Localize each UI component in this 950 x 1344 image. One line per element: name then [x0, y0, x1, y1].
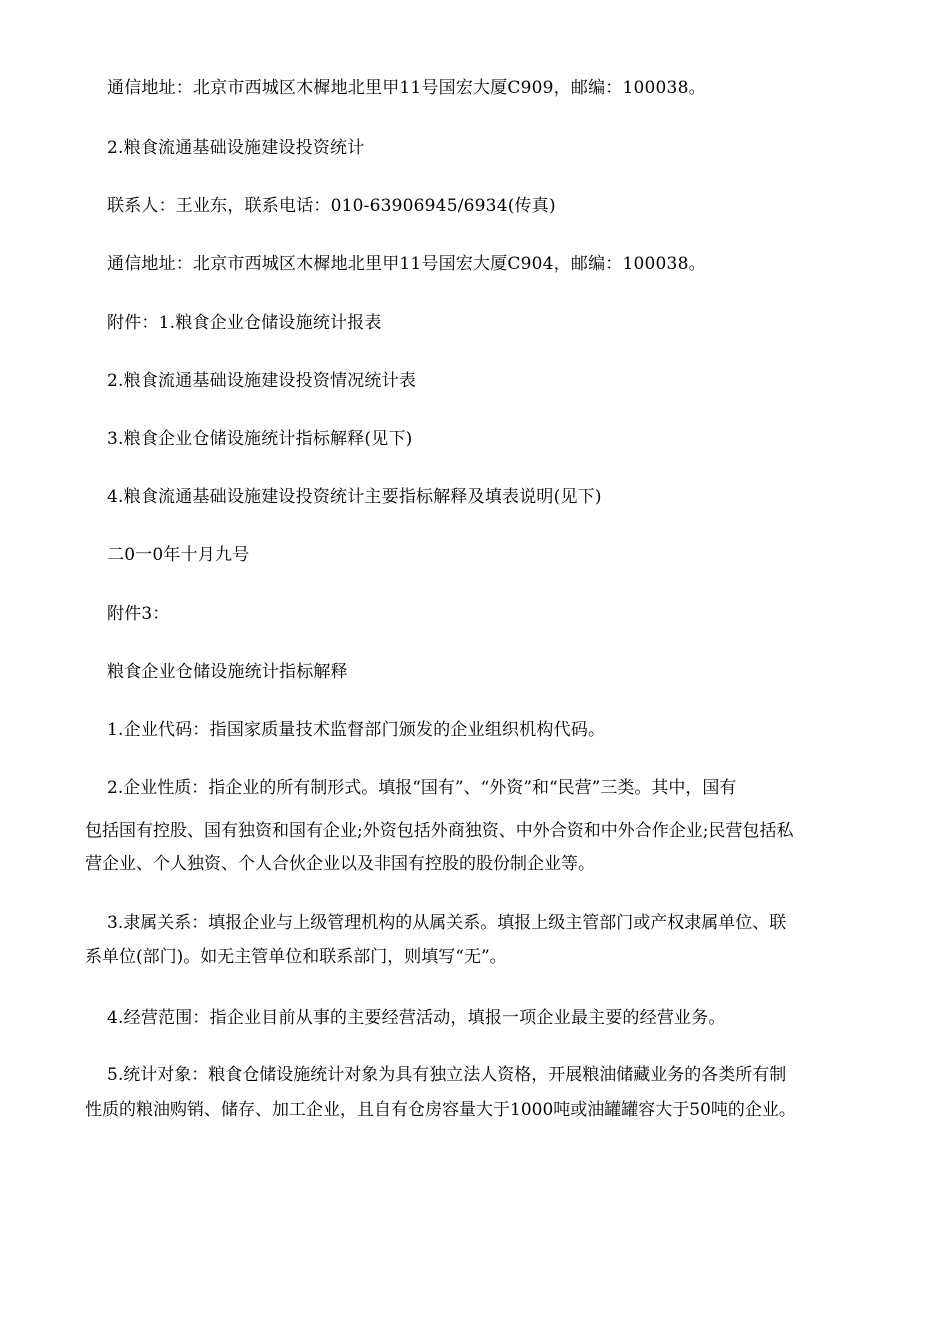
attachment-1: 附件：1.粮食企业仓储设施统计报表 — [107, 313, 382, 333]
mailing-address-2: 通信地址：北京市西城区木樨地北里甲11号国宏大厦C904，邮编：100038。 — [107, 254, 706, 274]
item-affiliation-line-1: 3.隶属关系：填报企业与上级管理机构的从属关系。填报上级主管部门或产权隶属单位、联 — [107, 913, 787, 933]
mailing-address-1: 通信地址：北京市西城区木樨地北里甲11号国宏大厦C909，邮编：100038。 — [107, 78, 706, 98]
item-enterprise-nature-line-3: 营企业、个人独资、个人合伙企业以及非国有控股的股份制企业等。 — [85, 854, 595, 874]
attachment-2: 2.粮食流通基础设施建设投资情况统计表 — [107, 371, 417, 391]
item-enterprise-nature-line-2: 包括国有控股、国有独资和国有企业;外资包括外商独资、中外合资和中外合作企业;民营包括私 — [85, 821, 794, 841]
section-2-heading: 2.粮食流通基础设施建设投资统计 — [107, 138, 365, 158]
item-business-scope: 4.经营范围：指企业目前从事的主要经营活动，填报一项企业最主要的经营业务。 — [107, 1008, 726, 1028]
attachment-3-label: 附件3： — [107, 604, 170, 624]
item-enterprise-nature-line-1: 2.企业性质：指企业的所有制形式。填报“国有”、“外资”和“民营”三类。其中，国有 — [107, 778, 737, 798]
attachment-3: 3.粮食企业仓储设施统计指标解释(见下) — [107, 429, 413, 449]
indicator-title: 粮食企业仓储设施统计指标解释 — [107, 662, 348, 682]
document-date: 二0一0年十月九号 — [107, 545, 250, 565]
item-affiliation-line-2: 系单位(部门)。如无主管单位和联系部门，则填写“无”。 — [85, 947, 507, 967]
item-enterprise-code: 1.企业代码：指国家质量技术监督部门颁发的企业组织机构代码。 — [107, 720, 606, 740]
item-statistical-object-line-1: 5.统计对象：粮食仓储设施统计对象为具有独立法人资格，开展粮油储藏业务的各类所有制 — [107, 1065, 787, 1085]
item-statistical-object-line-2: 性质的粮油购销、储存、加工企业，且自有仓房容量大于1000吨或油罐罐容大于50吨的企业。 — [85, 1100, 796, 1120]
attachment-4: 4.粮食流通基础设施建设投资统计主要指标解释及填表说明(见下) — [107, 487, 602, 507]
contact-person: 联系人：王业东，联系电话：010-63906945/6934(传真) — [107, 196, 556, 216]
